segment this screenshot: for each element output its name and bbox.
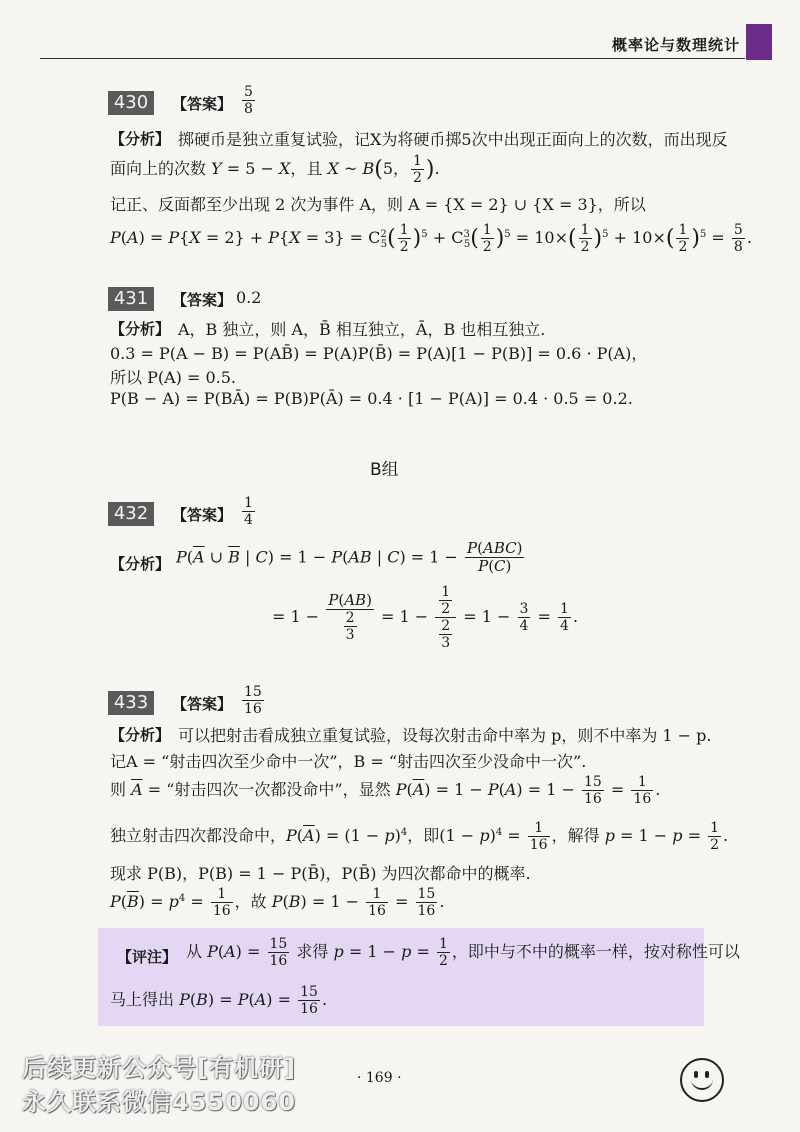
- analysis-label-433: 【分析】: [110, 726, 171, 744]
- problem-number-430: 430: [108, 91, 154, 115]
- text-433-line6: $P(\overline{B}) = p^4$ = $\frac{1}{16}$ ，故 P(B) = 1 − $\frac{1}{16}$ = $\frac{15}{16}$ .: [110, 886, 445, 920]
- remark-line2: 马上得出 P(B) = P(A) = $\frac{15}{16}$ .: [110, 984, 328, 1018]
- answer-label-430: 【答案】: [172, 95, 233, 113]
- answer-label-431: 【答案】: [172, 291, 233, 309]
- section-heading-b: B组: [370, 460, 399, 480]
- page-number: · 169 ·: [357, 1070, 402, 1086]
- analysis-label-432: 【分析】: [110, 555, 171, 573]
- text-433-line1: 可以把射击看成独立重复试验，设每次射击命中率为 p，则不中率为 1 − p.: [178, 726, 712, 745]
- answer-label-433: 【答案】: [172, 695, 233, 713]
- text-430-line4: $P(A) = P\{X = 2\} + P\{X = 3\} = C^2_5$( $\frac{1}{2}$ )$^5 + C^3_5$( $\frac{1}{2}$ )$^5$ = 10×( $\frac{1}{2}$ )$^5$ + 10×( $\frac{1}{2}$ )$^5$ = $\frac{5}{8}$ .: [110, 222, 752, 256]
- answer-432: $\frac{1}{4}$: [244, 495, 253, 529]
- running-header-title: 概率论与数理统计: [612, 36, 741, 54]
- header-rule: [40, 58, 745, 59]
- analysis-label-430: 【分析】: [110, 130, 171, 148]
- text-431-line2: 0.3 = P(A − B) = P(AB̄) = P(A)P(B̄) = P(A)[1 − P(B)] = 0.6 · P(A)，: [110, 344, 648, 363]
- analysis-label-431: 【分析】: [110, 320, 171, 338]
- text-432-line1: $P(\overline{A}$ ∪ $\overline{B}$ | C) = 1 − P(AB | C) = 1 − $\frac{\text{P(ABC)}}{P(C)}$: [176, 539, 523, 576]
- text-431-line1: A，B 独立，则 A，B̄ 相互独立，Ā，B 也相互独立.: [178, 320, 546, 339]
- watermark-line2: 永久联系微信4550060: [22, 1088, 296, 1116]
- problem-number-433: 433: [108, 691, 154, 715]
- text-433-line4: 独立射击四次都没命中，$P(\overline{A}) = (1 - p)^4$，即$(1 - p)^4$ = $\frac{1}{16}$ ，解得 p = 1 − p = $\frac{1}{2}$ .: [110, 820, 729, 854]
- text-431-line3: 所以 P(A) = 0.5.: [110, 368, 237, 387]
- text-430-line3: 记正、反面都至少出现 2 次为事件 A，则 A = {X = 2} ∪ {X = 3}，所以: [110, 195, 646, 214]
- remark-line1: 从 P(A) = $\frac{15}{16}$ 求得 p = 1 − p = $\frac{1}{2}$ ，即中与不中的概率一样，按对称性可以: [186, 936, 740, 970]
- problem-number-431: 431: [108, 287, 154, 311]
- text-433-line2: 记A = “射击四次至少命中一次”，B = “射击四次至少没命中一次”.: [110, 752, 587, 771]
- text-433-line3: 则 $\overline{A}$ = “射击四次一次都没命中”，显然 $P(\overline{A}) = 1 - P(A) = 1$ − $\frac{15}{16}$ = $\frac{1}{16}$ .: [110, 774, 661, 808]
- answer-label-432: 【答案】: [172, 506, 233, 524]
- text-430-line2: 面向上的次数 Y = 5 − X，且 X ~ B(5， $\frac{1}{2}$ ).: [110, 153, 440, 187]
- remark-label: 【评注】: [117, 948, 178, 966]
- smiley-icon: [680, 1058, 724, 1102]
- answer-433: $\frac{15}{16}$: [244, 684, 262, 718]
- watermark-line1: 后续更新公众号[有机研]: [22, 1054, 296, 1082]
- header-accent-block: [746, 24, 772, 60]
- text-431-line4: P(B − A) = P(BĀ) = P(B)P(Ā) = 0.4 · [1 − P(A)] = 0.4 · 0.5 = 0.2.: [110, 389, 633, 408]
- text-433-line5: 现求 P(B)，P(B) = 1 − P(B̄)，P(B̄) 为四次都命中的概率.: [110, 864, 531, 883]
- answer-430: $\frac{5}{8}$: [244, 84, 253, 118]
- text-430-line1: 掷硬币是独立重复试验，记X为将硬币掷5次中出现正面向上的次数，而出现反: [178, 130, 728, 149]
- text-432-line2: = 1 − $\frac{P(AB)}{\frac{2}{3}}$ = 1 − $\frac{\frac{1}{2}}{\frac{2}{3}}$ = 1 − $\frac{3}{4}$ = $\frac{1}{4}$ .: [272, 584, 579, 652]
- problem-number-432: 432: [108, 502, 154, 526]
- answer-431: 0.2: [236, 288, 262, 307]
